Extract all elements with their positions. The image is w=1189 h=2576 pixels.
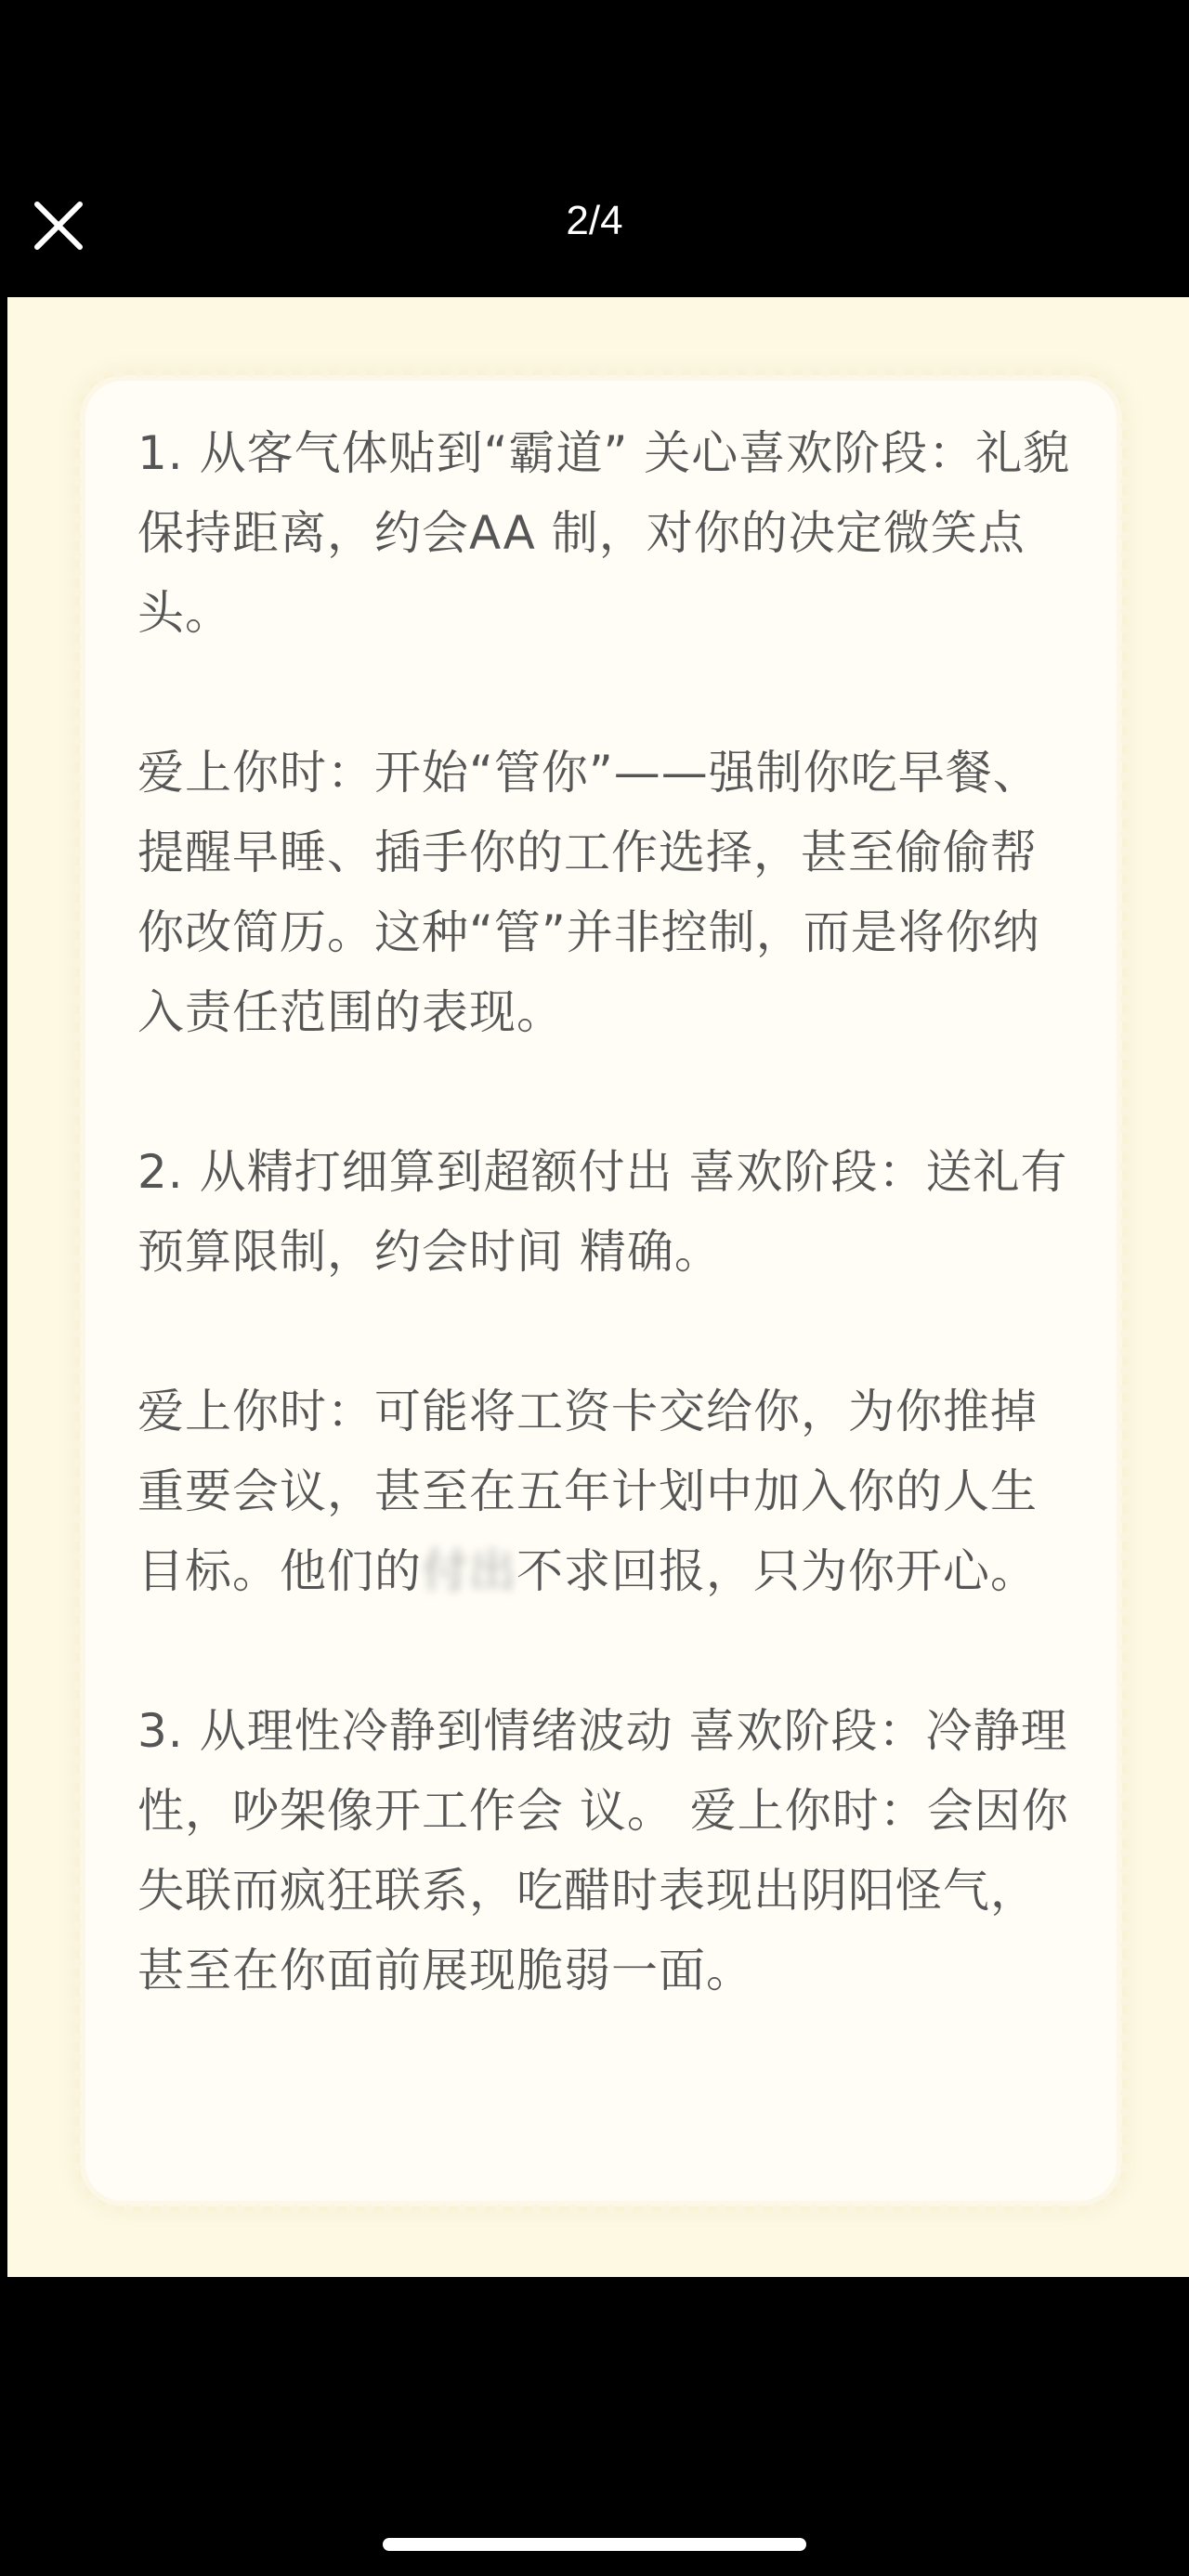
paragraph-1: 1. 从客气体贴到“霸道” 关心喜欢阶段：礼貌保持距离，约会AA 制，对你的决定微笑点头。 (137, 426, 1071, 640)
paragraph-2: 爱上你时：开始“管你”——强制你吃早餐、提醒早睡、插手你的工作选择，甚至偷偷帮你改简历。这种“管”并非控制，而是将你纳入责任范围的表现。 (137, 746, 1040, 1039)
paragraph-4-end: 不求回报，只为你开心。 (516, 1544, 1038, 1598)
viewer-top-bar (0, 0, 1189, 297)
obscured-text: 付出 (422, 1544, 516, 1598)
paragraph-4-start: 爱上你时：可能将工资卡交给你，为你推掉重要会议，甚至在五年计划中加入你的人生目标。他们的 (137, 1385, 1038, 1598)
paragraph-4 (137, 1372, 1076, 1611)
note-text (137, 413, 1076, 2010)
page-indicator: 2/4 (566, 198, 623, 243)
paragraph-3: 2. 从精打细算到超额付出 喜欢阶段：送礼有预算限制，约会时间 精确。 (137, 1145, 1068, 1279)
paragraph-5: 3. 从理性冷静到情绪波动 喜欢阶段：冷静理性，吵架像开工作会 议。 爱上你时：会因你失联而疯狂联系，吃醋时表现出阴阳怪气，甚至在你面前展现脆弱一面。 (137, 1704, 1069, 1997)
home-indicator[interactable] (383, 2538, 806, 2551)
